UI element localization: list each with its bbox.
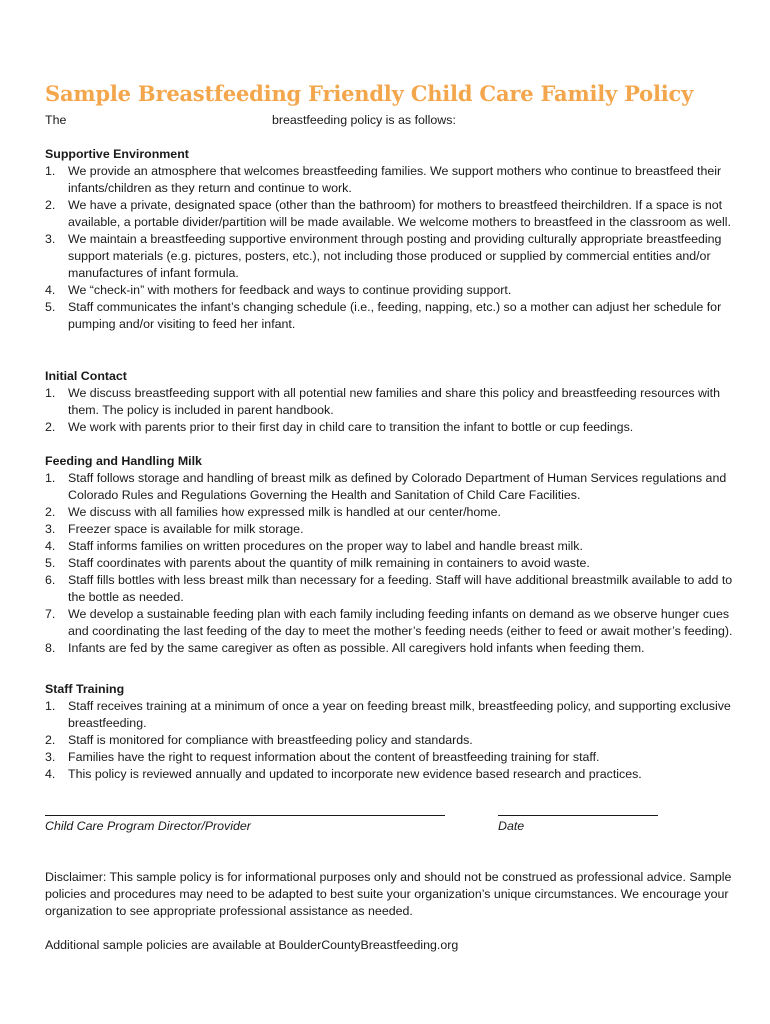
additional-policies-note: Additional sample policies are available at BoulderCountyBreastfeeding.org bbox=[45, 938, 459, 952]
date-label: Date bbox=[498, 819, 525, 833]
list-item: 1. We discuss breastfeeding support with all potential new families and share this policy and breastfeeding resources with them. The policy is included in parent handbook. bbox=[45, 386, 721, 417]
section-heading: Initial Contact bbox=[45, 369, 127, 383]
list-item: 2. Staff is monitored for compliance with breastfeeding policy and standards. bbox=[45, 733, 473, 747]
list-item: 4. We “check-in” with mothers for feedback and ways to continue providing support. bbox=[45, 283, 512, 297]
list-item: 1. Staff receives training at a minimum of once a year on feeding breast milk, breastfeeding policy, and supporting exclusive breastfeeding. bbox=[45, 699, 731, 730]
disclaimer-text: Disclaimer: This sample policy is for informational purposes only and should not be construed as professional advice. Sample policies and procedures may need to be adapted to best suite your organization’s unique circumstances. We encourage your organization to see appropriate professional assistance as needed. bbox=[45, 870, 732, 918]
list-item: 8. Infants are fed by the same caregiver as often as possible. All caregivers hold infants when feeding them. bbox=[45, 641, 645, 655]
section-heading: Supportive Environment bbox=[45, 147, 189, 161]
list-item: 2. We have a private, designated space (other than the bathroom) for mothers to breastfeed theirchildren. If a space is not available, a portable divider/partition will be made available. We welcome mothers to breastfeed in the classroom as well. bbox=[45, 198, 732, 229]
numbered-list bbox=[45, 698, 735, 783]
section-feeding-handling-milk bbox=[45, 453, 735, 657]
list-item: 3. Freezer space is available for milk storage. bbox=[45, 522, 304, 536]
section-supportive-environment bbox=[45, 146, 735, 333]
list-item: 4. This policy is reviewed annually and updated to incorporate new evidence based research and practices. bbox=[45, 767, 642, 781]
list-item: 5. Staff communicates the infant’s changing schedule (i.e., feeding, napping, etc.) so a mother can adjust her schedule for pumping and/or visiting to feed her infant. bbox=[45, 300, 722, 331]
list-item: 1. We provide an atmosphere that welcomes breastfeeding families. We support mothers who continue to breastfeed their infants/children as they return and continue to work. bbox=[45, 164, 722, 195]
director-signature-line[interactable] bbox=[45, 815, 445, 816]
list-item: 4. Staff informs families on written procedures on the proper way to label and handle breast milk. bbox=[45, 539, 583, 553]
section-staff-training bbox=[45, 681, 735, 783]
intro-statement: breastfeeding policy is as follows: bbox=[272, 113, 456, 127]
list-item: 2. We discuss with all families how expressed milk is handled at our center/home. bbox=[45, 505, 501, 519]
date-signature-line[interactable] bbox=[498, 815, 658, 816]
numbered-list bbox=[45, 385, 735, 436]
numbered-list bbox=[45, 163, 735, 333]
document-title: Sample Breastfeeding Friendly Child Care Family Policy bbox=[45, 81, 694, 106]
section-initial-contact bbox=[45, 368, 735, 436]
list-item: 3. Families have the right to request information about the content of breastfeeding training for staff. bbox=[45, 750, 600, 764]
list-item: 2. We work with parents prior to their first day in child care to transition the infant to bottle or cup feedings. bbox=[45, 420, 634, 434]
list-item: 6. Staff fills bottles with less breast milk than necessary for a feeding. Staff will have additional breastmilk available to add to the bottle as needed. bbox=[45, 573, 733, 604]
director-signature-label: Child Care Program Director/Provider bbox=[45, 819, 251, 833]
numbered-list bbox=[45, 470, 735, 657]
section-heading: Staff Training bbox=[45, 682, 125, 696]
list-item: 7. We develop a sustainable feeding plan with each family including feeding infants on demand as we observe hunger cues and coordinating the last feeding of the day to meet the mother’s feeding needs (either to feed or await mother’s feeding). bbox=[45, 607, 733, 638]
section-heading: Feeding and Handling Milk bbox=[45, 454, 202, 468]
list-item: 3. We maintain a breastfeeding supportive environment through posting and providing culturally appropriate breastfeeding support materials (e.g. pictures, posters, etc.), not including those produced or supplied by commercial entities and/or manufactures of infant formula. bbox=[45, 232, 722, 280]
list-item: 1. Staff follows storage and handling of breast milk as defined by Colorado Department of Human Services regulations and Colorado Rules and Regulations Governing the Health and Sanitation of Child Care Facilities. bbox=[45, 471, 727, 502]
list-item: 5. Staff coordinates with parents about the quantity of milk remaining in containers to avoid waste. bbox=[45, 556, 590, 570]
intro-the: The bbox=[45, 113, 67, 127]
